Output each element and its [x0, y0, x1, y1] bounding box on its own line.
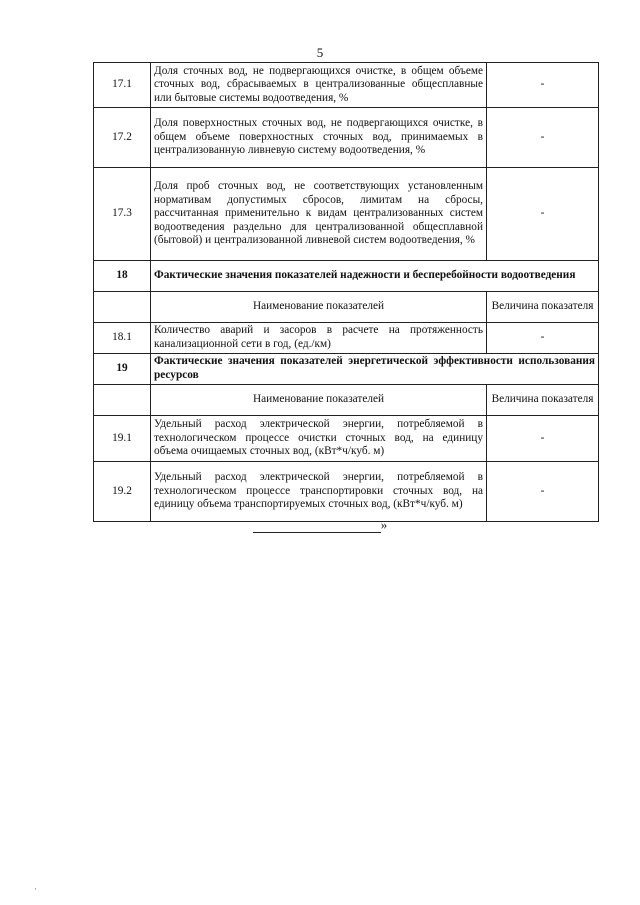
row-number: 17.1 — [94, 63, 151, 108]
section-row — [94, 261, 599, 292]
table-row — [94, 416, 599, 462]
section-title: Фактические значения показателей энергетической эффективности использования ресурсов — [151, 354, 599, 385]
signature-line — [253, 518, 381, 533]
indicator-text: Удельный расход электрической энергии, потребляемой в технологическом процессе очистки сточных вод, на единицу объема очищаемых сточных вод, (кВт*ч/куб. м) — [151, 416, 487, 462]
header-name: Наименование показателей — [151, 292, 487, 323]
indicator-value: - — [487, 63, 599, 108]
indicator-value: - — [487, 416, 599, 462]
section-number: 18 — [94, 261, 151, 292]
table-row — [94, 108, 599, 168]
indicator-text: Доля поверхностных сточных вод, не подвергающихся очистке, в общем объеме поверхностных сточных вод, принимаемых в централизованную ливневую систему водоотведения, % — [151, 108, 487, 168]
indicator-text: Количество аварий и засоров в расчете на протяженность канализационной сети в год, (ед./км) — [151, 323, 487, 354]
row-number: 19.2 — [94, 462, 151, 522]
row-number: 19.1 — [94, 416, 151, 462]
header-value: Величина показателя — [487, 292, 599, 323]
table-row — [94, 63, 599, 108]
closing-quote: » — [380, 517, 388, 532]
section-title: Фактические значения показателей надежности и бесперебойности водоотведения — [151, 261, 599, 292]
page-number: 5 — [316, 45, 324, 60]
margin-mark: · — [34, 884, 37, 894]
header-value: Величина показателя — [487, 385, 599, 416]
header-name: Наименование показателей — [151, 385, 487, 416]
header-empty-cell — [94, 385, 151, 416]
indicator-value: - — [487, 323, 599, 354]
indicator-value: - — [487, 108, 599, 168]
section-number: 19 — [94, 354, 151, 385]
header-row — [94, 292, 599, 323]
header-row — [94, 385, 599, 416]
closing-signoff — [0, 517, 640, 533]
indicators-table — [93, 62, 599, 522]
indicator-text: Доля сточных вод, не подвергающихся очистке, в общем объеме сточных вод, сбрасываемых в централизованные общесплавные или бытовые системы водоотведения, % — [151, 63, 487, 108]
indicator-text: Доля проб сточных вод, не соответствующих установленным нормативам допустимых сбросов, лимитам на сбросы, рассчитанная применительно к видам централизованных систем водоотведения раздельно для централизованной общесплавной (бытовой) и централизованной ливневой систем водоотведения, % — [151, 168, 487, 261]
section-row — [94, 354, 599, 385]
indicator-value: - — [487, 462, 599, 522]
row-number: 17.3 — [94, 168, 151, 261]
header-empty-cell — [94, 292, 151, 323]
row-number: 18.1 — [94, 323, 151, 354]
indicator-text: Удельный расход электрической энергии, потребляемой в технологическом процессе транспортировки сточных вод, на единицу объема транспортируемых сточных вод, (кВт*ч/куб. м) — [151, 462, 487, 522]
table-row — [94, 168, 599, 261]
row-number: 17.2 — [94, 108, 151, 168]
table-row — [94, 323, 599, 354]
table-row — [94, 462, 599, 522]
indicator-value: - — [487, 168, 599, 261]
